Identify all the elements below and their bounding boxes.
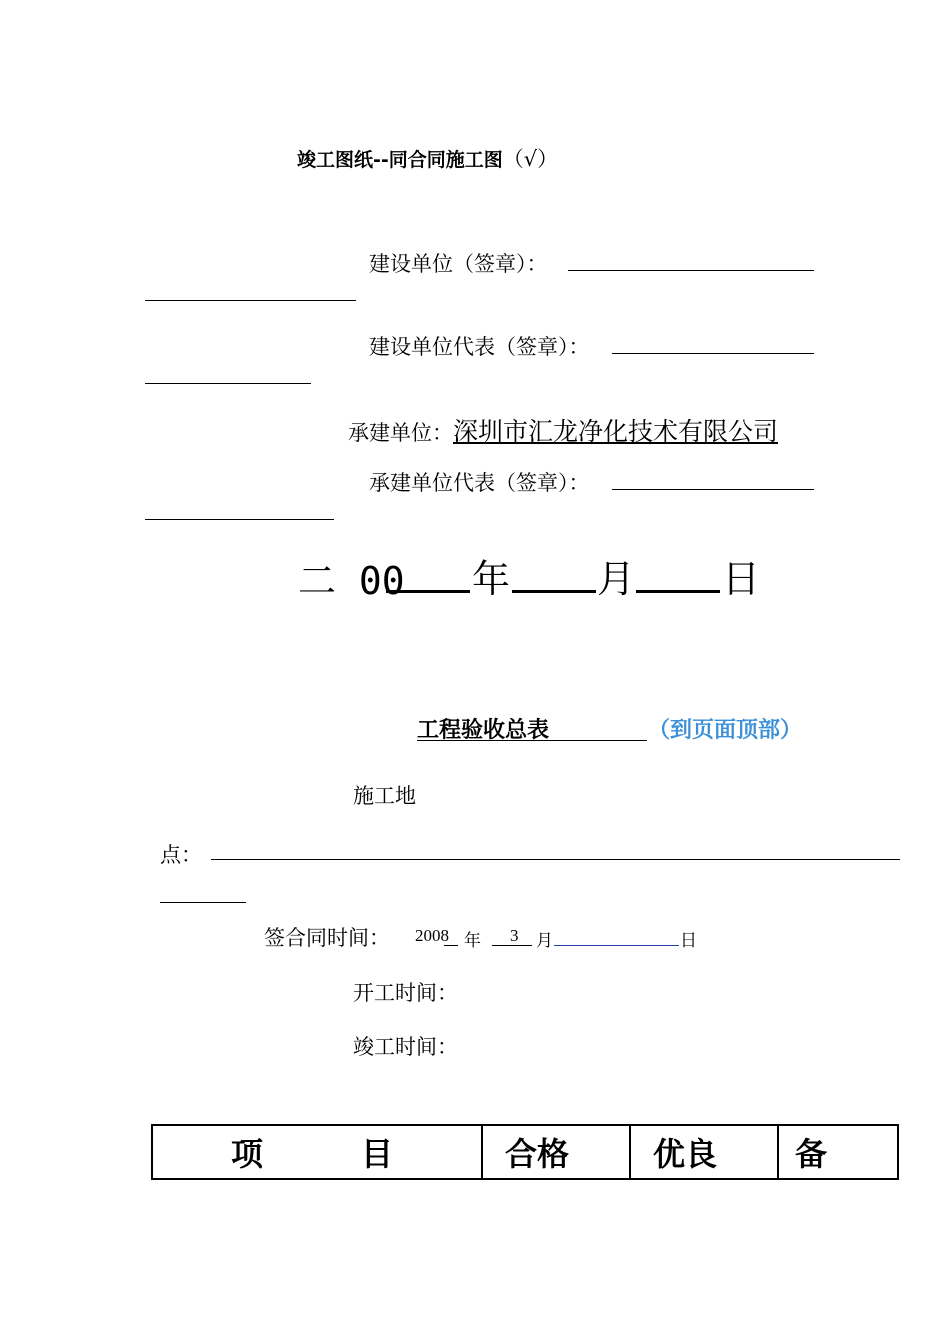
check-mark: （√）: [502, 147, 559, 171]
col-pass-label: 合格: [505, 1135, 570, 1173]
contractor-rep-signature-line: [612, 489, 814, 490]
contractor-rep-label: 承建单位代表（签章）：: [369, 471, 590, 495]
title-text: 竣工图纸--同合同施工图: [297, 149, 503, 171]
col-item-char2: 目: [361, 1135, 394, 1173]
site-label-part2: 点：: [160, 843, 202, 867]
site-line: [211, 859, 900, 860]
col-good-label: 优良: [653, 1135, 718, 1173]
contract-time-label: 签合同时间：: [264, 926, 390, 950]
day-blank: [636, 590, 720, 593]
day-char: 日: [722, 557, 761, 601]
summary-title: 工程验收总表: [417, 718, 550, 743]
document-title: [297, 143, 558, 173]
site-label-part1: 施工地: [353, 784, 416, 808]
owner-rep-label: 建设单位代表（签章）：: [369, 335, 590, 359]
year-blank: [386, 590, 470, 593]
contractor-rep-signature-line-cont: [145, 519, 334, 520]
contract-month: 3: [510, 926, 519, 945]
contract-year: 2008: [415, 926, 449, 945]
month-blank: [512, 590, 596, 593]
month-char: 月: [597, 557, 636, 601]
owner-rep-signature-line-cont: [145, 383, 311, 384]
contract-year-char: 年: [464, 931, 481, 951]
table-header-row: [152, 1125, 898, 1179]
year-char: 年: [472, 557, 511, 601]
contract-day-blank: [554, 945, 679, 946]
acceptance-table: [151, 1124, 899, 1180]
owner-unit-signature-line-cont: [145, 300, 356, 301]
contract-year-underline: [444, 945, 458, 946]
contractor-name: 深圳市汇龙净化技术有限公司: [453, 417, 779, 446]
col-pass: [482, 1125, 630, 1179]
owner-unit-label: 建设单位（签章）：: [369, 252, 548, 276]
date-prefix: 二 00: [298, 559, 405, 603]
contract-month-char: 月: [536, 931, 553, 951]
start-time-label: 开工时间：: [353, 981, 458, 1005]
back-to-top-link[interactable]: （到页面顶部）: [648, 718, 803, 743]
owner-unit-signature-line: [568, 270, 814, 271]
contractor-label: 承建单位：: [348, 421, 453, 445]
col-item: [152, 1125, 482, 1179]
owner-rep-signature-line: [612, 353, 814, 354]
col-note-label: 备: [795, 1135, 828, 1173]
completion-time-label: 竣工时间：: [353, 1035, 458, 1059]
summary-title-underline: [417, 740, 647, 741]
sign-date-line: [298, 550, 405, 605]
col-item-char1: 项: [231, 1135, 264, 1173]
col-good: [630, 1125, 778, 1179]
site-line-cont: [160, 902, 246, 903]
col-note: [778, 1125, 898, 1179]
contractor-row: [348, 412, 778, 448]
contract-day-char: 日: [680, 931, 697, 951]
